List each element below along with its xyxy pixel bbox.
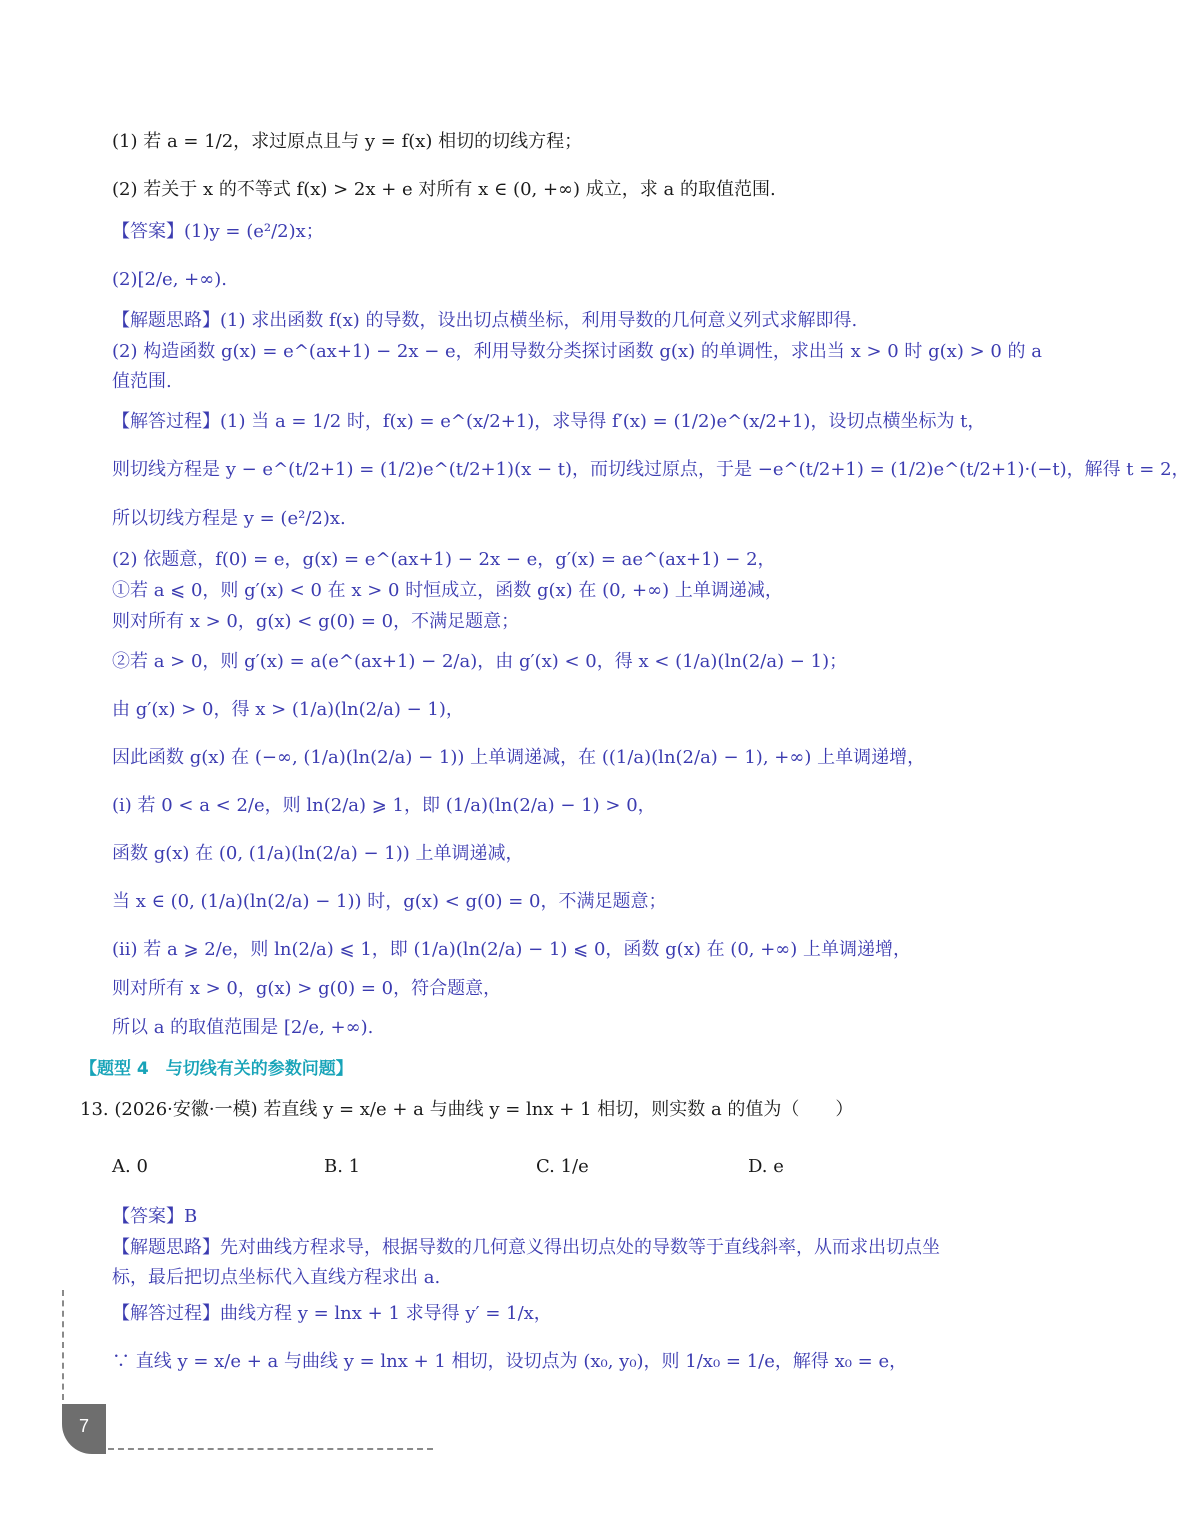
solution-step-14: 则对所有 x > 0，g(x) > g(0) = 0，符合题意， [112,978,502,999]
option-d: D. e [748,1156,784,1177]
solution-step-13: (ⅱ) 若 a ⩾ 2/e，则 ln(2/a) ⩽ 1，即 (1/a)(ln(2/a) − 1) ⩽ 0，函数 g(x) 在 (0, +∞) 上单调递增， [112,939,912,960]
footer-dashed-line [108,1448,433,1450]
page-number: 7 [78,1416,89,1436]
section-type-heading: 【题型 4 与切线有关的参数问题】 [80,1059,353,1079]
solution-step-9: 因此函数 g(x) 在 (−∞, (1/a)(ln(2/a) − 1)) 上单调递减，在 ((1/a)(ln(2/a) − 1), +∞) 上单调递增， [112,747,926,768]
option-c: C. 1/e [536,1156,589,1177]
question-13-stem: 13. (2026·安徽·一模) 若直线 y = x/e + a 与曲线 y = lnx + 1 相切，则实数 a 的值为（ ） [80,1099,854,1120]
solution-idea-1: 【解题思路】(1) 求出函数 f(x) 的导数，设出切点横坐标，利用导数的几何意义列式求解即得. [112,310,858,331]
solution-idea-3: 值范围. [112,371,172,392]
question-part-1: (1) 若 a = 1/2，求过原点且与 y = f(x) 相切的切线方程； [112,131,583,152]
solution-step-12: 当 x ∈ (0, (1/a)(ln(2/a) − 1)) 时，g(x) < g(0) = 0，不满足题意； [112,891,667,912]
solution-step-11: 函数 g(x) 在 (0, (1/a)(ln(2/a) − 1)) 上单调递减， [112,843,524,864]
solution-idea-13-1: 【解题思路】先对曲线方程求导，根据导数的几何意义得出切点处的导数等于直线斜率，从而求出切点坐 [112,1237,940,1258]
option-b: B. 1 [324,1156,361,1177]
solution-process-13-1: 【解答过程】曲线方程 y = lnx + 1 求导得 y′ = 1/x， [112,1303,552,1324]
option-a: A. 0 [112,1156,148,1177]
margin-dashed-line [62,1290,64,1400]
solution-step-10: (ⅰ) 若 0 < a < 2/e，则 ln(2/a) ⩾ 1，即 (1/a)(ln(2/a) − 1) > 0， [112,795,656,816]
solution-step-15: 所以 a 的取值范围是 [2/e, +∞). [112,1017,374,1038]
page-number-tab [62,1404,106,1454]
solution-step-5: ①若 a ⩽ 0，则 g′(x) < 0 在 x > 0 时恒成立，函数 g(x) 在 (0, +∞) 上单调递减， [112,580,783,601]
solution-step-4: (2) 依题意，f(0) = e，g(x) = e^(ax+1) − 2x − e，g′(x) = ae^(ax+1) − 2， [112,549,776,570]
solution-process-13-2: ∵ 直线 y = x/e + a 与曲线 y = lnx + 1 相切，设切点为 (x₀, y₀)，则 1/x₀ = 1/e，解得 x₀ = e， [112,1351,908,1372]
answer-part-2: (2)[2/e, +∞). [112,269,227,290]
question-part-2: (2) 若关于 x 的不等式 f(x) > 2x + e 对所有 x ∈ (0, +∞) 成立，求 a 的取值范围. [112,179,776,200]
solution-step-2: 则切线方程是 y − e^(t/2+1) = (1/2)e^(t/2+1)(x − t)，而切线过原点，于是 −e^(t/2+1) = (1/2)e^(t/2+1)·(−t)，解得 t = 2， [112,459,1190,480]
answer-part-1: 【答案】(1)y = (e²/2)x； [112,221,324,242]
solution-step-7: ②若 a > 0，则 g′(x) = a(e^(ax+1) − 2/a)，由 g′(x) < 0，得 x < (1/a)(ln(2/a) − 1)； [112,651,848,672]
solution-step-8: 由 g′(x) > 0，得 x > (1/a)(ln(2/a) − 1)， [112,699,464,720]
solution-step-6: 则对所有 x > 0，g(x) < g(0) = 0，不满足题意； [112,611,520,632]
solution-idea-2: (2) 构造函数 g(x) = e^(ax+1) − 2x − e，利用导数分类探讨函数 g(x) 的单调性，求出当 x > 0 时 g(x) > 0 的 a [112,341,1043,362]
solution-step-3: 所以切线方程是 y = (e²/2)x. [112,508,346,529]
solution-step-1: 【解答过程】(1) 当 a = 1/2 时，f(x) = e^(x/2+1)，求导得 f′(x) = (1/2)e^(x/2+1)，设切点横坐标为 t， [112,411,986,432]
solution-idea-13-2: 标，最后把切点坐标代入直线方程求出 a. [112,1267,441,1288]
answer-13: 【答案】B [112,1206,198,1227]
